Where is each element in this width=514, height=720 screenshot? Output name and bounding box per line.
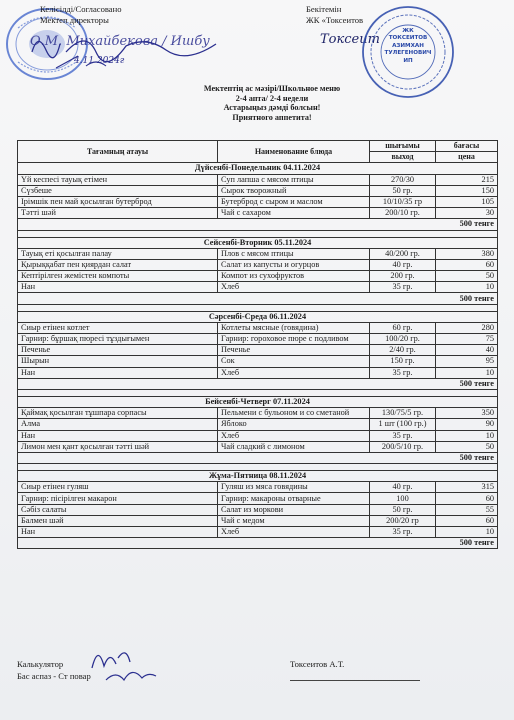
title-line-2: 2-4 апта/ 2-4 недели [235, 93, 309, 103]
dish-price: 50 [436, 441, 498, 452]
dish-name-ru: Гуляш из мяса говядины [218, 482, 370, 493]
menu-item-row [18, 248, 498, 259]
dish-price: 95 [436, 356, 498, 367]
spacer-row [18, 304, 498, 311]
day-total: 500 тенге [18, 378, 498, 389]
day-header-row [18, 471, 498, 482]
menu-item-row [18, 482, 498, 493]
day-total-row [18, 293, 498, 304]
menu-item-row [18, 334, 498, 345]
day-title: Сәрсенбі-Среда 06.11.2024 [18, 311, 498, 322]
dish-output: 150 гр. [370, 356, 436, 367]
col-out-ru: выход [370, 152, 436, 163]
spacer-row [18, 464, 498, 471]
dish-price: 60 [436, 259, 498, 270]
dish-name-kz: Тәтті шәй [18, 208, 218, 219]
dish-output: 270/30 [370, 174, 436, 185]
dish-name-ru: Чай сладкий с лимоном [218, 441, 370, 452]
menu-item-row [18, 408, 498, 419]
col-name-ru: Наименование блюда [218, 141, 370, 163]
calc-signature [86, 636, 166, 686]
dish-output: 35 гр. [370, 527, 436, 538]
dish-output: 35 гр. [370, 367, 436, 378]
dish-name-ru: Хлеб [218, 282, 370, 293]
dish-name-kz: Балмен шәй [18, 515, 218, 526]
dish-price: 30 [436, 208, 498, 219]
menu-item-row [18, 367, 498, 378]
menu-item-row [18, 208, 498, 219]
dish-price: 10 [436, 430, 498, 441]
dish-price: 90 [436, 419, 498, 430]
dish-name-kz: Сәбіз салаты [18, 504, 218, 515]
dish-name-kz: Сиыр етінен гуляш [18, 482, 218, 493]
approve-label: Бекітемін [306, 4, 342, 14]
stamp-line-5: ИП [403, 57, 413, 64]
spacer-cell [18, 389, 498, 396]
dish-name-kz: Алма [18, 419, 218, 430]
approval-block-right [306, 4, 363, 26]
director-signature-name: О.М. Михайбекова / Ишбу [30, 34, 210, 49]
stamp-line-1: ЖК [402, 28, 414, 34]
footer-name: Токсеитов А.Т. [290, 659, 345, 669]
dish-price: 10 [436, 367, 498, 378]
day-header-row [18, 237, 498, 248]
dish-name-kz: Қаймақ қосылған тұшпара сорпасы [18, 408, 218, 419]
dish-output: 200/10 гр. [370, 208, 436, 219]
menu-item-row [18, 322, 498, 333]
dish-price: 315 [436, 482, 498, 493]
menu-item-row [18, 282, 498, 293]
dish-name-ru: Суп лапша с мясом птицы [218, 174, 370, 185]
dish-name-kz: Шырын [18, 356, 218, 367]
dish-price: 55 [436, 504, 498, 515]
spacer-cell [18, 464, 498, 471]
day-title: Бейсенбі-Четверг 07.11.2024 [18, 396, 498, 407]
menu-item-row [18, 271, 498, 282]
dish-output: 2/40 гр. [370, 345, 436, 356]
day-total-row [18, 538, 498, 549]
menu-item-row [18, 196, 498, 207]
dish-name-ru: Печенье [218, 345, 370, 356]
dish-price: 350 [436, 408, 498, 419]
spacer-row [18, 389, 498, 396]
day-title: Жұма-Пятница 08.11.2024 [18, 471, 498, 482]
menu-item-row [18, 504, 498, 515]
menu-body [18, 163, 498, 549]
dish-name-ru: Чай с медом [218, 515, 370, 526]
dish-name-kz: Сиыр етінен котлет [18, 322, 218, 333]
day-total: 500 тенге [18, 219, 498, 230]
spacer-cell [18, 230, 498, 237]
dish-output: 100/20 гр. [370, 334, 436, 345]
spacer-cell [18, 304, 498, 311]
dish-name-kz: Лимон мен қант қосылған тәтті шәй [18, 441, 218, 452]
dish-name-ru: Салат из моркови [218, 504, 370, 515]
dish-name-kz: Нан [18, 282, 218, 293]
title-line-1: Мектептің ас мәзірі/Школьное меню [203, 84, 341, 93]
menu-item-row [18, 419, 498, 430]
dish-price: 10 [436, 527, 498, 538]
menu-item-row [18, 345, 498, 356]
dish-output: 35 гр. [370, 430, 436, 441]
dish-name-kz: Қырыққабат пен қиярдан салат [18, 259, 218, 270]
dish-output: 40 гр. [370, 482, 436, 493]
dish-name-ru: Сырок творожный [218, 185, 370, 196]
dish-name-kz: Тауық еті қосылған палау [18, 248, 218, 259]
col-price-kz: бағасы [436, 141, 498, 152]
menu-item-row [18, 185, 498, 196]
day-header-row [18, 163, 498, 174]
approved-label: Келісілді/Согласовано [40, 4, 122, 14]
dish-output: 200 гр. [370, 271, 436, 282]
footer-signature-line [290, 680, 420, 681]
dish-name-ru: Котлеты мясные (говядина) [218, 322, 370, 333]
dish-name-ru: Плов с мясом птицы [218, 248, 370, 259]
day-title: Сейсенбі-Вторник 05.11.2024 [18, 237, 498, 248]
dish-name-ru: Хлеб [218, 367, 370, 378]
dish-output: 35 гр. [370, 282, 436, 293]
day-total: 500 тенге [18, 452, 498, 463]
dish-name-ru: Сок [218, 356, 370, 367]
dish-name-kz: Үй кеспесі тауық етімен [18, 174, 218, 185]
dish-price: 105 [436, 196, 498, 207]
menu-title [0, 84, 514, 122]
menu-item-row [18, 430, 498, 441]
dish-name-ru: Хлеб [218, 527, 370, 538]
dish-name-ru: Компот из сухофруктов [218, 271, 370, 282]
spacer-row [18, 230, 498, 237]
dish-price: 75 [436, 334, 498, 345]
dish-output: 200/20 гр [370, 515, 436, 526]
menu-item-row [18, 515, 498, 526]
header-row-top [18, 141, 498, 152]
dish-name-ru: Гарнир: гороховое пюре с подливом [218, 334, 370, 345]
dish-name-ru: Яблоко [218, 419, 370, 430]
footer-calc-label: Калькулятор [17, 659, 64, 669]
dish-price: 380 [436, 248, 498, 259]
dish-name-kz: Сүзбеше [18, 185, 218, 196]
director-signature-date: 4.11 2024г [74, 56, 125, 66]
day-total-row [18, 219, 498, 230]
dish-output: 200/5/10 гр. [370, 441, 436, 452]
dish-price: 150 [436, 185, 498, 196]
day-title: Дүйсенбі-Понедельник 04.11.2024 [18, 163, 498, 174]
director-signature [26, 22, 226, 72]
menu-item-row [18, 174, 498, 185]
footer-cook-label: Бас аспаз - Ст повар [17, 671, 91, 681]
dish-price: 50 [436, 271, 498, 282]
dish-name-kz: Нан [18, 527, 218, 538]
stamp-line-2: ТОКСЕИТОВ [388, 35, 428, 42]
dish-name-ru: Пельмени с бульоном и со сметаной [218, 408, 370, 419]
dish-output: 40/200 гр. [370, 248, 436, 259]
day-total-row [18, 378, 498, 389]
dish-output: 50 гр. [370, 185, 436, 196]
owner-signature-name: Токсеит [320, 32, 380, 47]
dish-output: 40 гр. [370, 259, 436, 270]
dish-price: 40 [436, 345, 498, 356]
dish-price: 60 [436, 493, 498, 504]
col-price-ru: цена [436, 152, 498, 163]
menu-item-row [18, 493, 498, 504]
dish-name-ru: Чай с сахаром [218, 208, 370, 219]
menu-item-row [18, 441, 498, 452]
dish-name-ru: Гарнир: макароны отварные [218, 493, 370, 504]
dish-output: 50 гр. [370, 504, 436, 515]
dish-price: 60 [436, 515, 498, 526]
title-line-3: Астарыңыз дәмді болсын! [223, 103, 321, 113]
dish-name-kz: Гарнир: пісірілген макарон [18, 493, 218, 504]
dish-name-kz: Кептірілген жемістен компоты [18, 271, 218, 282]
stamp-line-4: ТУЛЕГЕНОВИЧ [384, 50, 432, 57]
col-out-kz: шығымы [370, 141, 436, 152]
dish-output: 10/10/35 гр [370, 196, 436, 207]
menu-item-row [18, 259, 498, 270]
dish-output: 130/75/5 гр. [370, 408, 436, 419]
dish-output: 1 шт (100 гр.) [370, 419, 436, 430]
menu-table [17, 140, 498, 549]
dish-name-kz: Печенье [18, 345, 218, 356]
title-line-4: Приятного аппетита! [232, 112, 312, 122]
col-name-kz: Тағамның атауы [18, 141, 218, 163]
dish-name-kz: Нан [18, 430, 218, 441]
dish-name-ru: Хлеб [218, 430, 370, 441]
menu-item-row [18, 527, 498, 538]
stamp-line-3: АЗИМХАН [392, 42, 424, 49]
dish-output: 100 [370, 493, 436, 504]
dish-price: 280 [436, 322, 498, 333]
menu-item-row [18, 356, 498, 367]
day-header-row [18, 396, 498, 407]
day-header-row [18, 311, 498, 322]
day-total: 500 тенге [18, 293, 498, 304]
dish-name-ru: Бутерброд с сыром и маслом [218, 196, 370, 207]
dish-name-ru: Салат из капусты и огурцов [218, 259, 370, 270]
day-total-row [18, 452, 498, 463]
dish-price: 215 [436, 174, 498, 185]
dish-output: 60 гр. [370, 322, 436, 333]
dish-price: 10 [436, 282, 498, 293]
dish-name-kz: Гарнир: бұршақ пюресі тұздығымен [18, 334, 218, 345]
dish-name-kz: Ірімшік пен май қосылған бутерброд [18, 196, 218, 207]
dish-name-kz: Нан [18, 367, 218, 378]
day-total: 500 тенге [18, 538, 498, 549]
company-label: ЖК «Токсеитов [306, 15, 364, 25]
director-label: Мектеп директоры [40, 15, 109, 25]
